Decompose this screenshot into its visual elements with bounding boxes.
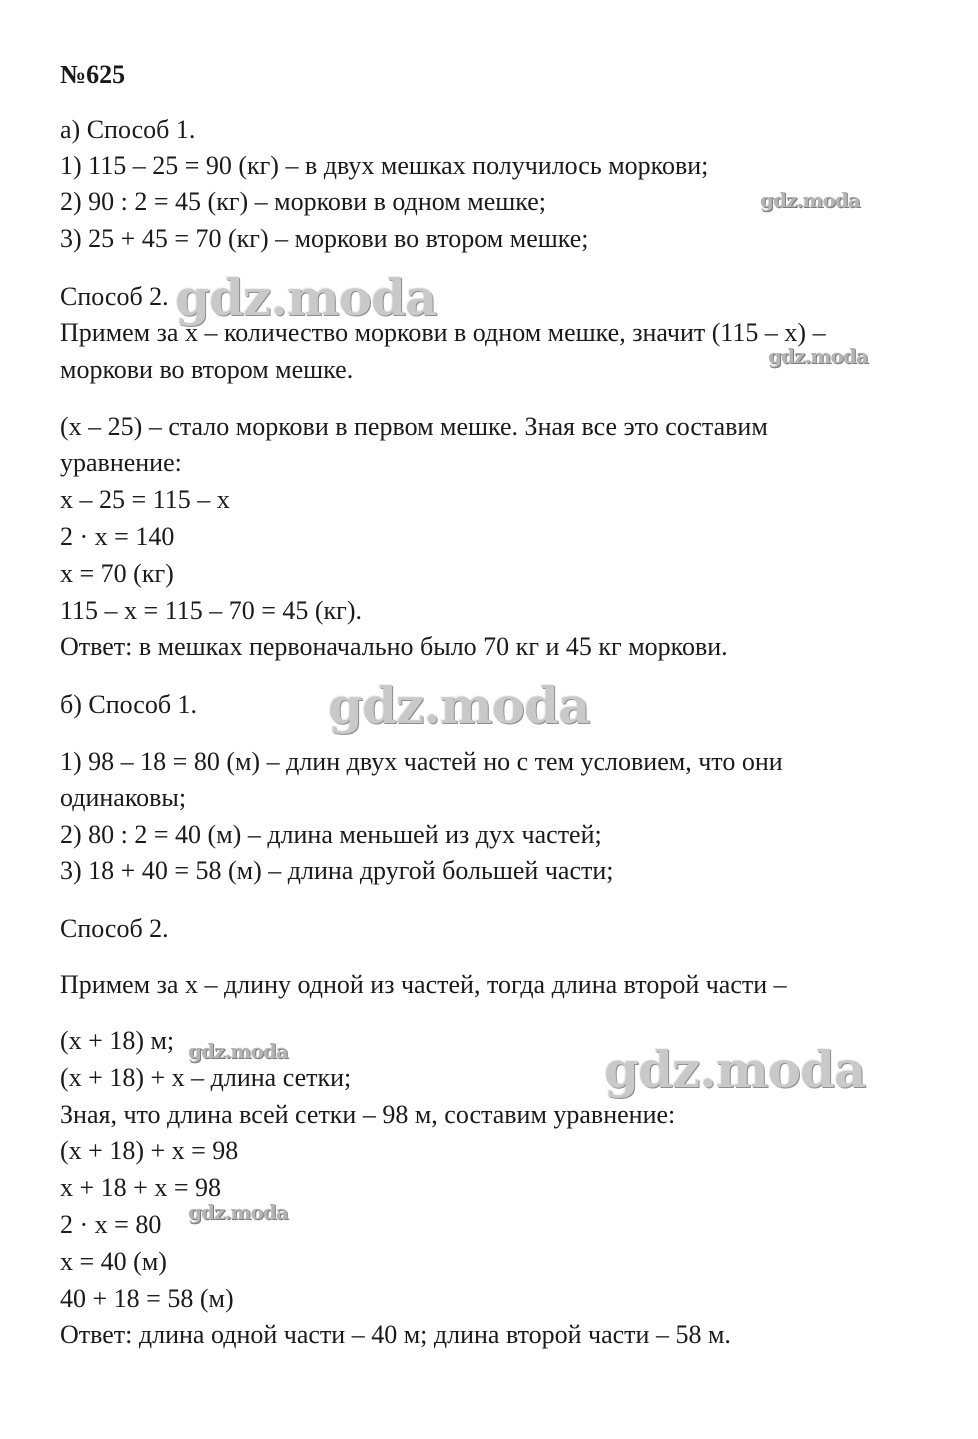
part-a-method2-line: (x – 25) – стало моркови в первом мешке. Зная все это составим (60, 412, 768, 441)
part-a-method1-title: а) Способ 1. (60, 115, 196, 144)
part-b-method2-line: (x + 18) м; (60, 1026, 175, 1055)
part-a-method2-line: моркови во втором мешке. (60, 355, 354, 384)
part-a-method1-step: 3) 25 + 45 = 70 (кг) – моркови во втором мешке; (60, 224, 589, 253)
part-a-method2-title: Способ 2. (60, 282, 169, 311)
part-a-equation: x = 70 (кг) (60, 559, 174, 588)
part-a-equation: 2 · x = 140 (60, 522, 175, 551)
part-b-method1-step: одинаковы; (60, 783, 187, 812)
watermark-logo: gdz.moda (175, 268, 437, 327)
part-a-method1-step: 1) 115 – 25 = 90 (кг) – в двух мешках получилось моркови; (60, 151, 709, 180)
part-b-method2-line: Примем за x – длину одной из частей, тогда длина второй части – (60, 970, 787, 999)
part-a-equation: x – 25 = 115 – x (60, 485, 230, 514)
problem-title: №625 (60, 60, 126, 89)
part-a-method2-line: Примем за x – количество моркови в одном мешке, значит (115 – x) – (60, 318, 826, 347)
part-b-method1-step: 2) 80 : 2 = 40 (м) – длина меньшей из дух частей; (60, 820, 602, 849)
part-a-answer: Ответ: в мешках первоначально было 70 кг и 45 кг моркови. (60, 632, 728, 661)
part-b-equation: x = 40 (м) (60, 1247, 167, 1276)
part-b-method1-step: 3) 18 + 40 = 58 (м) – длина другой большей части; (60, 856, 614, 885)
part-a-method1-step: 2) 90 : 2 = 45 (кг) – моркови в одном мешке; (60, 187, 547, 216)
part-b-equation: 2 · x = 80 (60, 1210, 162, 1239)
part-b-method2-line: Зная, что длина всей сетки – 98 м, составим уравнение: (60, 1100, 676, 1129)
watermark-logo: gdz.moda (604, 1040, 866, 1099)
part-b-method1-title: б) Способ 1. (60, 690, 198, 719)
part-b-answer: Ответ: длина одной части – 40 м; длина второй части – 58 м. (60, 1320, 731, 1349)
watermark-logo: gdz.moda (328, 676, 590, 735)
part-b-equation: (x + 18) + x = 98 (60, 1136, 239, 1165)
part-a-equation: 115 – x = 115 – 70 = 45 (кг). (60, 596, 363, 625)
part-b-equation: x + 18 + x = 98 (60, 1173, 221, 1202)
part-a-method2-line: уравнение: (60, 448, 182, 477)
watermark-logo: gdz.moda (188, 1200, 288, 1224)
watermark-logo: gdz.moda (768, 344, 868, 368)
watermark-logo: gdz.moda (760, 188, 860, 212)
part-b-method1-step: 1) 98 – 18 = 80 (м) – длин двух частей но с тем условием, что они (60, 747, 783, 776)
part-b-method2-title: Способ 2. (60, 914, 169, 943)
watermark-logo: gdz.moda (188, 1039, 288, 1063)
part-b-equation: 40 + 18 = 58 (м) (60, 1284, 234, 1313)
part-b-method2-line: (x + 18) + x – длина сетки; (60, 1063, 352, 1092)
